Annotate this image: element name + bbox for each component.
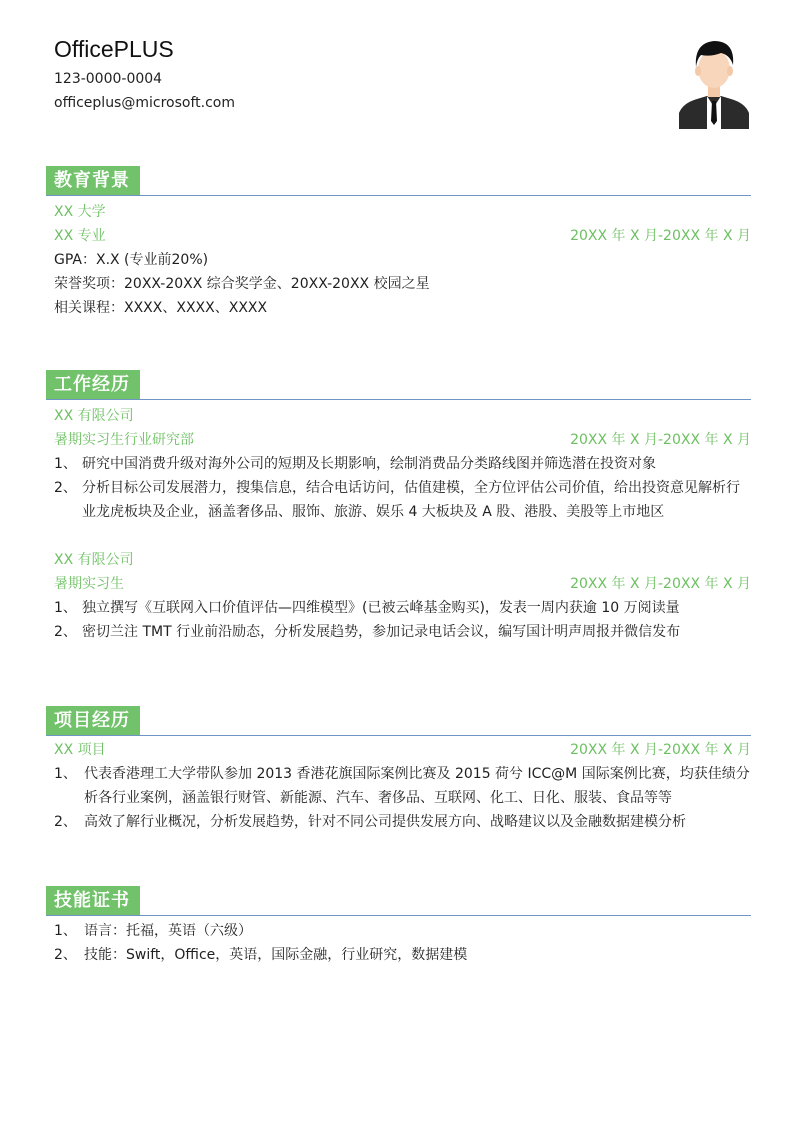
item-number: 2、: [54, 480, 77, 496]
section-divider: [46, 399, 751, 400]
list-item: [46, 810, 751, 834]
list-item: [46, 452, 751, 476]
gpa-text: GPA：X.X (专业前20%): [54, 252, 209, 268]
item-text: 研究中国消费升级对海外公司的短期及长期影响，绘制消费品分类路线图并筛选潜在投资对象: [82, 456, 656, 472]
work-heading: 工作经历: [46, 370, 140, 400]
major-name: XX 专业: [54, 228, 106, 244]
list-item: [46, 943, 751, 967]
item-number: 1、: [54, 923, 77, 939]
education-section: [46, 166, 751, 320]
skills-heading: 技能证书: [46, 886, 140, 916]
item-number: 1、: [54, 456, 77, 472]
item-number: 2、: [54, 814, 77, 830]
school-name: XX 大学: [54, 204, 106, 220]
education-heading: 教育背景: [46, 166, 140, 196]
education-date: 20XX 年 X 月-20XX 年 X 月: [570, 228, 751, 244]
item-number: 2、: [54, 624, 77, 640]
item-text: 代表香港理工大学带队参加 2013 香港花旗国际案例比赛及 2015 荷兮 ICC@M 国际案例比赛，均获佳绩分析各行业案例，涵盖银行财管、新能源、汽车、奢侈品、互联网、化工、日化、服装、食品等等: [84, 766, 750, 806]
item-text: 语言：托福，英语（六级）: [84, 923, 252, 939]
list-item: [46, 620, 751, 644]
job-role: 暑期实习生: [54, 576, 124, 592]
honors-text: 荣誉奖项：20XX-20XX 综合奖学金、20XX-20XX 校园之星: [54, 276, 430, 292]
email-address: officeplus@microsoft.com: [54, 95, 235, 111]
tie-shape: [711, 101, 717, 125]
courses-text: 相关课程：XXXX、XXXX、XXXX: [54, 300, 268, 316]
item-text: 高效了解行业概况，分析发展趋势，针对不同公司提供发展方向、战略建议以及金融数据建模分析: [84, 814, 686, 830]
item-text: 独立撰写《互联网入口价值评估—四维模型》(已被云峰基金购买)，发表一周内获逾 10 万阅读量: [82, 600, 680, 616]
candidate-name: OfficePLUS: [54, 36, 174, 62]
item-text: 密切兰注 TMT 行业前沿励态，分析发展趋势，参加记录电话会议，编写国计明声周报并微信发布: [82, 624, 681, 640]
company-name: XX 有限公司: [54, 552, 134, 568]
avatar: [677, 33, 751, 129]
item-number: 1、: [54, 600, 77, 616]
list-item: [46, 476, 751, 524]
project-name: XX 项目: [54, 742, 106, 758]
list-item: [46, 762, 751, 810]
job-role: 暑期实习生行业研究部: [54, 432, 194, 448]
item-text: 技能：Swift，Office，英语，国际金融，行业研究，数据建模: [84, 947, 468, 963]
project-heading: 项目经历: [46, 706, 140, 736]
section-divider: [46, 735, 751, 736]
work-section: [46, 370, 751, 644]
item-number: 1、: [54, 766, 77, 782]
project-section: [46, 706, 751, 834]
list-item: [46, 919, 751, 943]
item-text: 分析目标公司发展潜力，搜集信息，结合电话访问，估值建模，全方位评估公司价值，给出投资意见解析行业龙虎板块及企业，涵盖奢侈品、服饰、旅游、娱乐 4 大板块及 A 股、港股、美股等上市地区: [82, 480, 740, 520]
skills-section: [46, 886, 751, 967]
phone-number: 123-0000-0004: [54, 71, 163, 87]
company-name: XX 有限公司: [54, 408, 134, 424]
item-number: 2、: [54, 947, 77, 963]
section-divider: [46, 915, 751, 916]
section-divider: [46, 195, 751, 196]
list-item: [46, 596, 751, 620]
job-date: 20XX 年 X 月-20XX 年 X 月: [570, 576, 751, 592]
job-date: 20XX 年 X 月-20XX 年 X 月: [570, 432, 751, 448]
project-date: 20XX 年 X 月-20XX 年 X 月: [570, 742, 751, 758]
